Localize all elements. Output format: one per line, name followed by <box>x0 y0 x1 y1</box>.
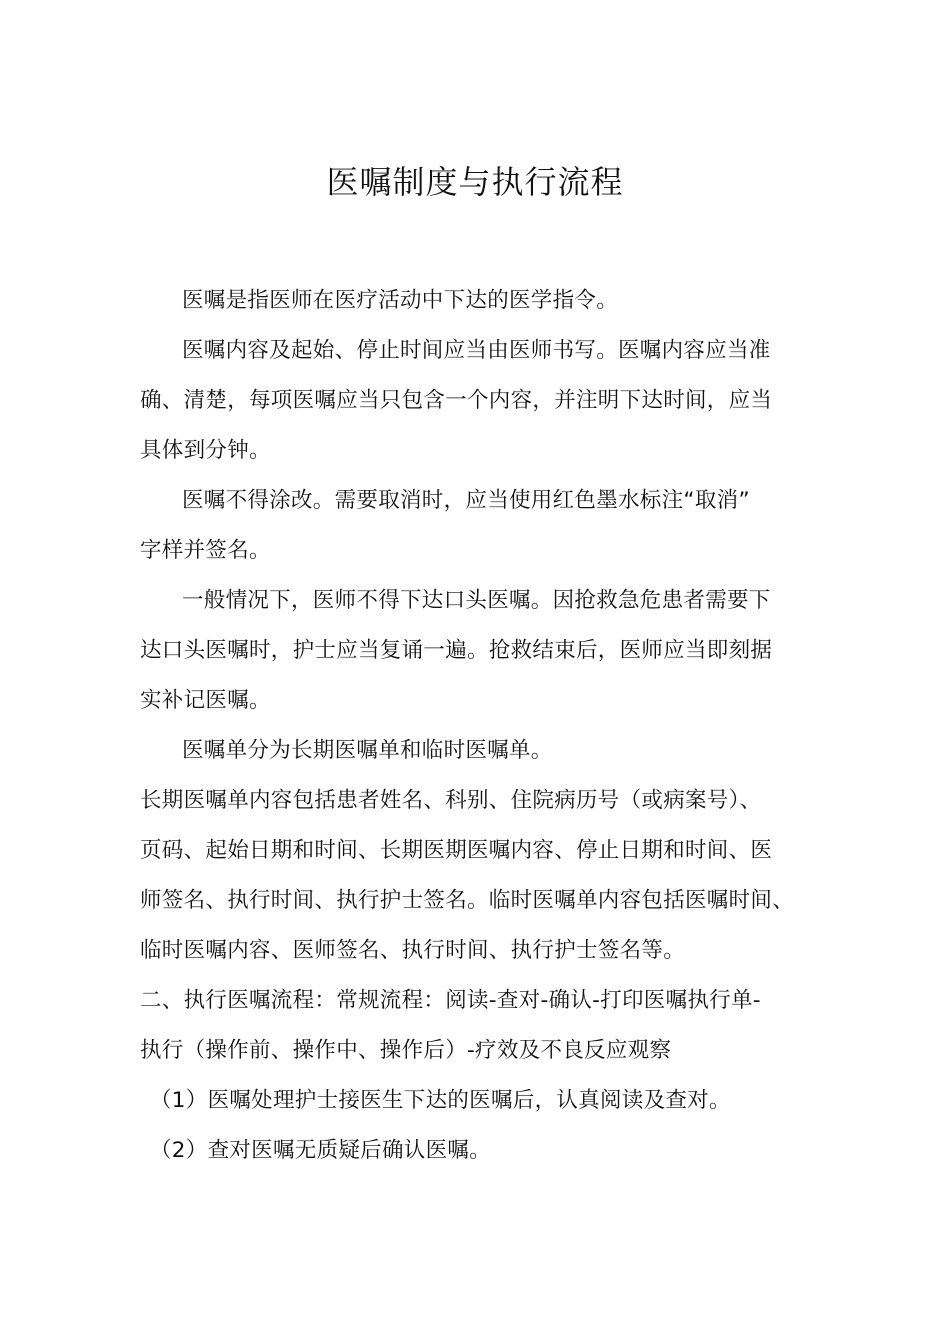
paragraph-line: 医嘱不得涂改。需要取消时，应当使用红色墨水标注“取消” <box>182 488 750 513</box>
paragraph-line: 页码、起始日期和时间、长期医期医嘱内容、停止日期和时间、医 <box>140 838 773 863</box>
paragraph-line: 字样并签名。 <box>140 538 271 563</box>
section-heading-execution-flow <box>140 976 830 1076</box>
paragraph-no-alteration <box>140 476 830 576</box>
paragraph-line: 达口头医嘱时，护士应当复诵一遍。抢救结束后，医师应当即刻据 <box>140 638 773 663</box>
paragraph-line: 医嘱单分为长期医嘱单和临时医嘱单。 <box>182 738 553 763</box>
paragraph-line: 师签名、执行时间、执行护士签名。临时医嘱单内容包括医嘱时间、 <box>140 888 795 913</box>
paragraph-verbal-orders <box>140 576 830 726</box>
paragraph-line: 确、清楚，每项医嘱应当只包含一个内容，并注明下达时间，应当 <box>140 388 773 413</box>
paragraph-line: 医嘱内容及起始、停止时间应当由医师书写。医嘱内容应当准 <box>182 338 771 363</box>
paragraph-line: （2）查对医嘱无质疑后确认医嘱。 <box>150 1138 491 1163</box>
paragraph-line: （1）医嘱处理护士接医生下达的医嘱后，认真阅读及查对。 <box>150 1088 731 1113</box>
paragraph-line: 二、执行医嘱流程：常规流程：阅读-查对-确认-打印医嘱执行单- <box>140 988 761 1013</box>
document-title: 医嘱制度与执行流程 <box>326 163 624 201</box>
paragraph-line: 实补记医嘱。 <box>140 688 271 713</box>
paragraph-definition <box>140 276 830 326</box>
paragraph-writing-rules <box>140 326 830 476</box>
list-item-step-2 <box>140 1126 830 1176</box>
paragraph-line: 长期医嘱单内容包括患者姓名、科别、住院病历号（或病案号）、 <box>140 788 762 813</box>
paragraph-order-contents <box>140 776 830 976</box>
list-item-step-1 <box>140 1076 830 1126</box>
paragraph-line: 医嘱是指医师在医疗活动中下达的医学指令。 <box>182 288 619 313</box>
paragraph-order-types <box>140 726 830 776</box>
paragraph-line: 具体到分钟。 <box>140 438 271 463</box>
document-body <box>140 276 830 1176</box>
paragraph-line: 执行（操作前、操作中、操作后）-疗效及不良反应观察 <box>140 1038 672 1063</box>
paragraph-line: 临时医嘱内容、医师签名、执行时间、执行护士签名等。 <box>140 938 686 963</box>
paragraph-line: 一般情况下，医师不得下达口头医嘱。因抢救急危患者需要下 <box>182 588 771 613</box>
